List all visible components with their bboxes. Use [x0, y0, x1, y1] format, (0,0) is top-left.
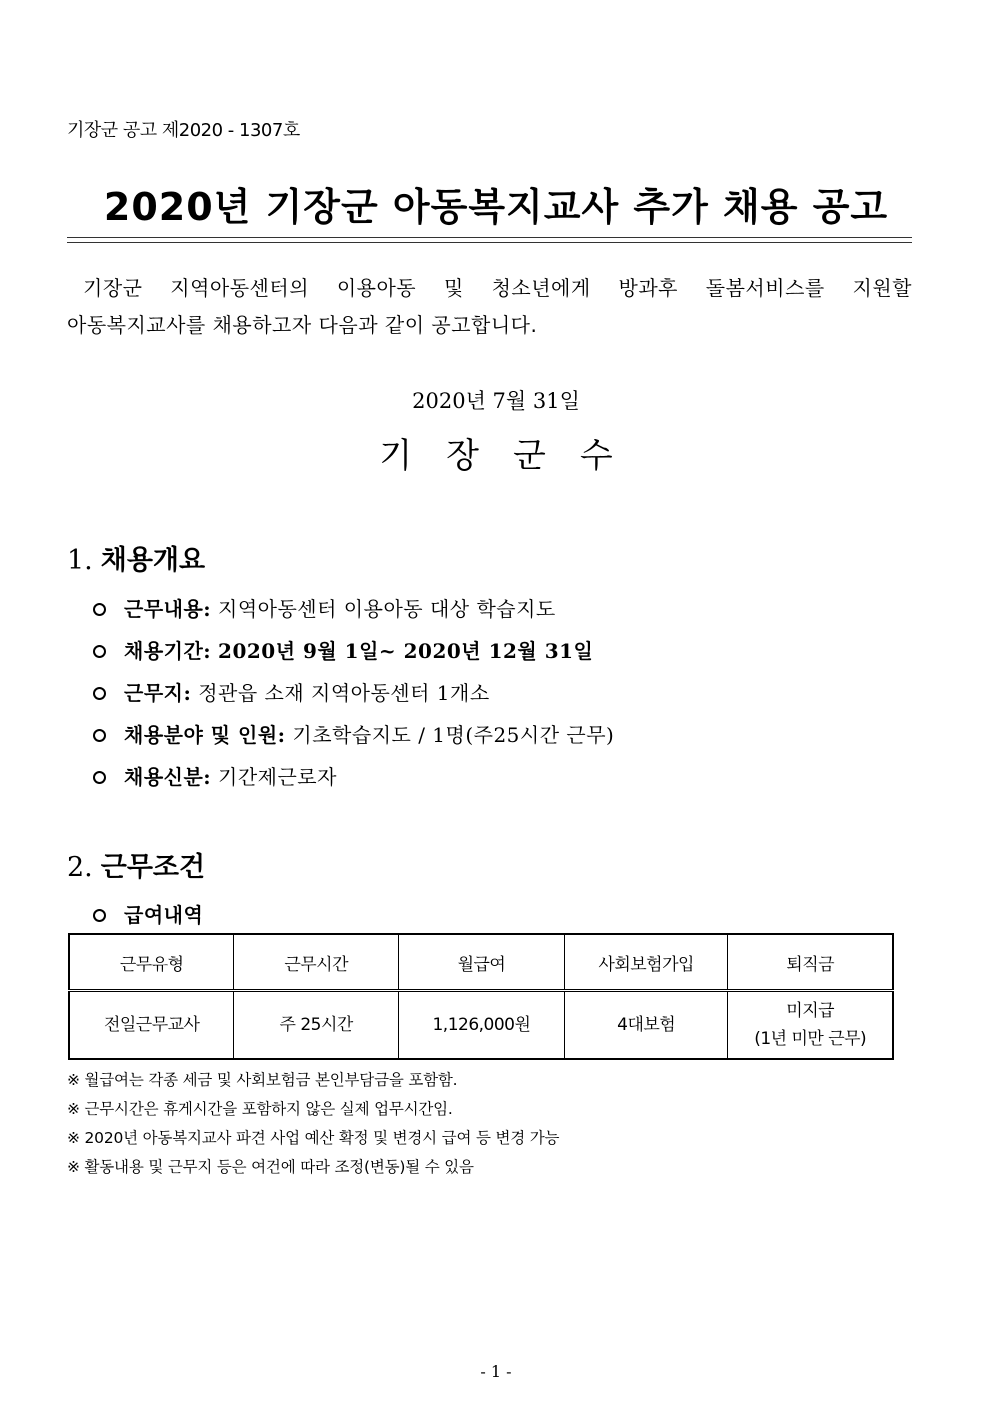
signer: 기장군수: [379, 436, 647, 476]
circle-bullet-icon: [93, 729, 106, 742]
item-label: 채용분야 및 인원:: [124, 723, 286, 747]
issue-date: 2020년 7월 31일: [412, 389, 580, 413]
intro-paragraph: [67, 270, 912, 344]
item-value: 지역아동센터 이용아동 대상 학습지도: [218, 597, 556, 621]
list-item: [93, 761, 337, 790]
item-value: 기초학습지도 / 1명(주25시간 근무): [292, 723, 615, 747]
list-item: [93, 677, 490, 706]
section-2-title: 근무조건: [100, 852, 206, 883]
pay-table: [68, 933, 894, 1060]
circle-bullet-icon: [93, 771, 106, 784]
pay-subheading-label: 급여내역: [124, 903, 204, 927]
item-label: 근무내용:: [124, 597, 212, 621]
table-header-cell: 근무시간: [234, 934, 399, 991]
notes-list: [67, 1066, 559, 1182]
notice-number: 기장군 공고 제2020 - 1307호: [67, 120, 300, 141]
section-1-heading: [67, 538, 205, 577]
circle-bullet-icon: [93, 603, 106, 616]
intro-line-1: 기장군 지역아동센터의 이용아동 및 청소년에게 방과후 돌봄서비스를 지원할: [83, 276, 912, 300]
list-item: [93, 593, 556, 622]
table-header-cell: 퇴직금: [728, 934, 893, 991]
table-header-row: [69, 934, 893, 991]
retirement-value: 미지급: [786, 1001, 835, 1021]
page-number: - 1 -: [480, 1362, 512, 1381]
intro-line-2: 아동복지교사를 채용하고자 다음과 같이 공고합니다.: [67, 313, 538, 337]
table-cell: 주 25시간: [234, 991, 399, 1060]
table-cell: 1,126,000원: [398, 991, 564, 1060]
item-value: 기간제근로자: [218, 765, 337, 789]
section-2-number: 2.: [67, 852, 93, 883]
page-title: 2020년 기장군 아동복지교사 추가 채용 공고: [103, 185, 889, 229]
item-label: 채용신분:: [124, 765, 212, 789]
item-label: 근무지:: [124, 681, 192, 705]
table-row: [69, 991, 893, 1060]
circle-bullet-icon: [93, 909, 106, 922]
pay-subheading: [93, 899, 203, 928]
list-item: [93, 635, 593, 664]
table-cell: 전일근무교사: [69, 991, 234, 1060]
title-divider: [67, 237, 912, 238]
section-2-heading: [67, 845, 205, 884]
item-value: 정관읍 소재 지역아동센터 1개소: [198, 681, 490, 705]
table-header-cell: 월급여: [398, 934, 564, 991]
list-item: [93, 719, 614, 748]
table-cell: 4대보험: [564, 991, 727, 1060]
section-1-title: 채용개요: [100, 545, 206, 576]
retirement-note: (1년 미만 근무): [754, 1029, 867, 1049]
section-1-number: 1.: [67, 545, 93, 576]
note-item: ※ 월급여는 각종 세금 및 사회보험금 본인부담금을 포함함.: [67, 1071, 458, 1089]
item-value: 2020년 9월 1일~ 2020년 12월 31일: [218, 639, 594, 663]
note-item: ※ 활동내용 및 근무지 등은 여건에 따라 조정(변동)될 수 있음: [67, 1158, 474, 1176]
circle-bullet-icon: [93, 645, 106, 658]
note-item: ※ 근무시간은 휴게시간을 포함하지 않은 실제 업무시간임.: [67, 1100, 453, 1118]
table-header-cell: 근무유형: [69, 934, 234, 991]
note-item: ※ 2020년 아동복지교사 파견 사업 예산 확정 및 변경시 급여 등 변경 가능: [67, 1129, 560, 1147]
table-header-cell: 사회보험가입: [564, 934, 727, 991]
title-divider-inner: [67, 242, 912, 243]
circle-bullet-icon: [93, 687, 106, 700]
item-label: 채용기간:: [124, 639, 212, 663]
table-cell-retirement: [728, 991, 893, 1060]
